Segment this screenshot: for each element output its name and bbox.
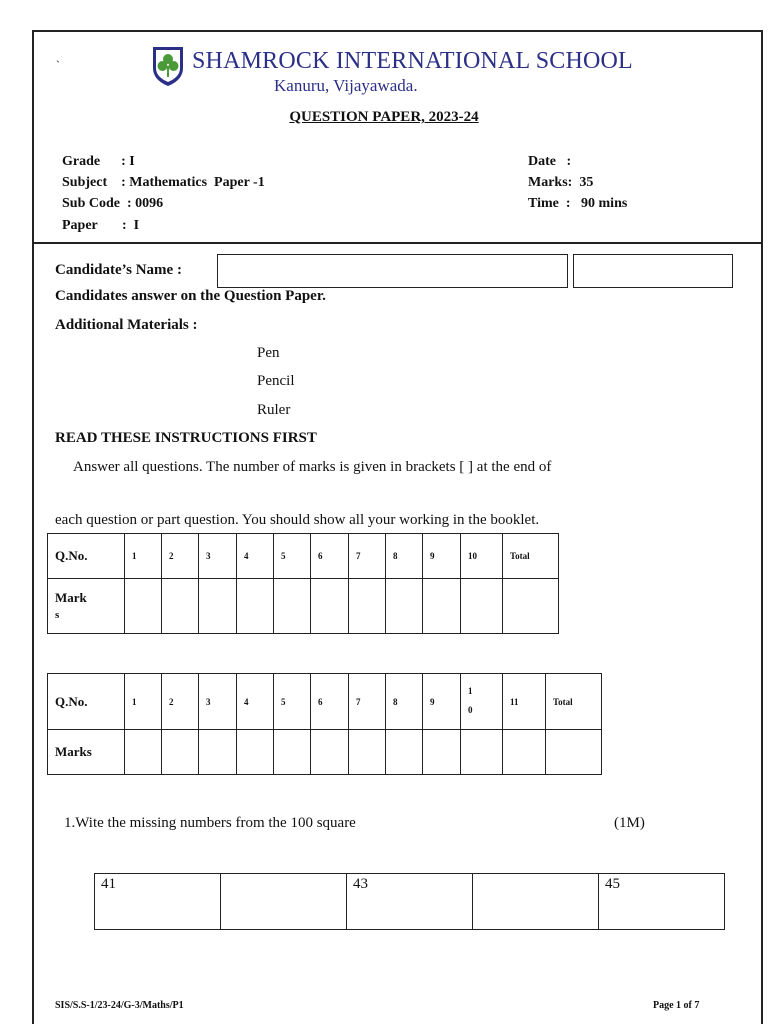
- materials-label: Additional Materials :: [55, 317, 198, 333]
- marks-header: Marks: [48, 730, 125, 775]
- marks-cell[interactable]: [461, 579, 503, 634]
- qno-cell: 2: [162, 674, 199, 730]
- meta-subject: Subject : Mathematics Paper -1: [62, 175, 265, 190]
- marks-cell[interactable]: [125, 579, 162, 634]
- candidate-name-field[interactable]: [217, 254, 568, 288]
- marks-header: Mark s: [48, 579, 125, 634]
- qno-cell: 9: [423, 674, 461, 730]
- page-number: Page 1 of 7: [653, 1000, 700, 1011]
- square-cell: 45: [599, 874, 725, 930]
- marks-cell[interactable]: [237, 730, 274, 775]
- stray-mark: `: [56, 58, 60, 72]
- qno-cell: 6: [311, 534, 349, 579]
- school-logo: [150, 44, 186, 88]
- total-header: Total: [503, 534, 559, 579]
- marks-cell[interactable]: [503, 730, 546, 775]
- marks-cell[interactable]: [386, 579, 423, 634]
- answer-note: Candidates answer on the Question Paper.: [55, 288, 326, 304]
- qno-cell: 4: [237, 674, 274, 730]
- total-header: Total: [546, 674, 602, 730]
- marks-cell[interactable]: [386, 730, 423, 775]
- marks-cell[interactable]: [237, 579, 274, 634]
- question-1-marks: (1M): [614, 815, 645, 831]
- square-cell: 41: [95, 874, 221, 930]
- qno-header: Q.No.: [48, 674, 125, 730]
- qno-cell: 1: [125, 674, 162, 730]
- qno-cell: 10: [461, 534, 503, 579]
- qno-cell: 11: [503, 674, 546, 730]
- marks-cell[interactable]: [349, 579, 386, 634]
- marks-cell[interactable]: [274, 579, 311, 634]
- qno-cell: 4: [237, 534, 274, 579]
- qno-cell: 1 0: [461, 674, 503, 730]
- qno-cell: 3: [199, 674, 237, 730]
- material-item: Pen: [257, 345, 280, 361]
- meta-time: Time : 90 mins: [528, 196, 628, 211]
- marks-cell[interactable]: [311, 730, 349, 775]
- marks-cell[interactable]: [546, 730, 602, 775]
- marks-cell[interactable]: [349, 730, 386, 775]
- hundred-square-row: [94, 873, 725, 930]
- qno-cell: 8: [386, 534, 423, 579]
- paper-title: QUESTION PAPER, 2023-24: [289, 109, 479, 125]
- qno-cell: 2: [162, 534, 199, 579]
- qno-cell: 7: [349, 534, 386, 579]
- square-cell: 43: [347, 874, 473, 930]
- candidate-name-label: Candidate’s Name :: [55, 262, 182, 278]
- qno-cell: 9: [423, 534, 461, 579]
- marks-cell[interactable]: [461, 730, 503, 775]
- marks-cell[interactable]: [423, 579, 461, 634]
- school-location: Kanuru, Vijayawada.: [274, 76, 418, 95]
- candidate-number-field[interactable]: [573, 254, 733, 288]
- qno-cell: 5: [274, 674, 311, 730]
- marks-table-2: [47, 673, 602, 775]
- school-name: SHAMROCK INTERNATIONAL SCHOOL: [192, 48, 633, 74]
- meta-paper: Paper : I: [62, 218, 140, 233]
- marks-cell[interactable]: [199, 579, 237, 634]
- square-cell-blank[interactable]: [473, 874, 599, 930]
- qno-cell: 7: [349, 674, 386, 730]
- meta-grade: Grade : I: [62, 154, 135, 169]
- marks-cell[interactable]: [311, 579, 349, 634]
- marks-cell[interactable]: [162, 579, 199, 634]
- footer-code: SIS/S.S-1/23-24/G-3/Maths/P1: [55, 1000, 184, 1011]
- marks-cell[interactable]: [162, 730, 199, 775]
- marks-cell[interactable]: [125, 730, 162, 775]
- qno-cell: 8: [386, 674, 423, 730]
- meta-sub-code: Sub Code : 0096: [62, 196, 164, 211]
- qno-cell: 3: [199, 534, 237, 579]
- marks-cell[interactable]: [199, 730, 237, 775]
- qno-cell: 6: [311, 674, 349, 730]
- meta-marks: Marks: 35: [528, 175, 594, 190]
- material-item: Ruler: [257, 402, 291, 418]
- square-cell-blank[interactable]: [221, 874, 347, 930]
- instructions-line-1: Answer all questions. The number of marks is given in brackets [ ] at the end of: [73, 459, 552, 475]
- meta-date: Date :: [528, 154, 572, 169]
- marks-cell[interactable]: [274, 730, 311, 775]
- instructions-line-2: each question or part question. You should show all your working in the booklet.: [55, 512, 540, 528]
- qno-cell: 1: [125, 534, 162, 579]
- question-1-text: 1.Wite the missing numbers from the 100 square: [64, 815, 356, 831]
- qno-cell: 5: [274, 534, 311, 579]
- instructions-heading: READ THESE INSTRUCTIONS FIRST: [55, 430, 317, 446]
- qno-header: Q.No.: [48, 534, 125, 579]
- marks-table-1: [47, 533, 559, 634]
- material-item: Pencil: [257, 373, 295, 389]
- marks-cell[interactable]: [423, 730, 461, 775]
- header-divider: [32, 242, 763, 244]
- marks-cell[interactable]: [503, 579, 559, 634]
